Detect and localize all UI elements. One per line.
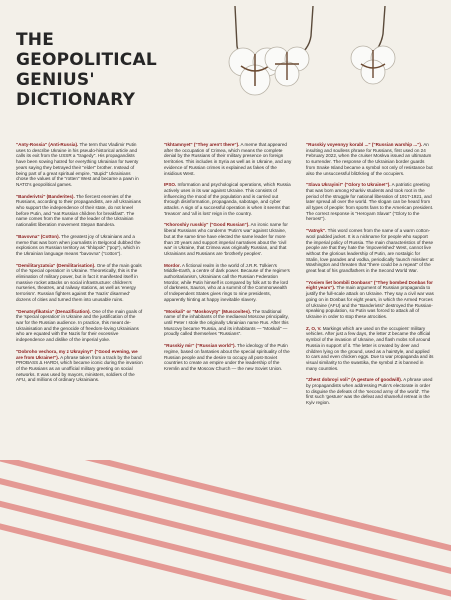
dictionary-entry [16, 263, 144, 303]
entry-term: "Moskali" or "Moskovyty" (Muscovites). [164, 308, 252, 314]
dictionary-entry [306, 182, 434, 222]
entry-term: Mordor. [164, 262, 181, 268]
dictionary-entry [164, 142, 292, 176]
entry-description: An ironic name for liberal Russians who condemn 'Putin's war' against Ukraine, but at the same time have elected the same leader for more than 20 years and support imperial narratives about the 'civil war' in Ukraine, that Crimea was originally Russian, and that Ukrainians and Russians are 'brotherly peoples'. [164, 222, 288, 256]
entry-description: The term that Vladimir Putin uses to describe Ukraine in his pseudo-historical article and calls its exit from the USSR a "tragedy". His propagandists have been sowing hatred for everything Ukrainian for twenty years saying they betrayed their "elder" brother. Instead of being part of a great spiritual empire, "stupid" Ukrainians chose the values of the "rotten" West and became a pawn in NATO's geopolitical games. [16, 142, 139, 187]
entry-description: A phrase taken from a track by the band PROBASS ∆ HARDI, which became iconic during the invasion of the Russians as an unofficial military greeting on social networks. It was used by mayors, ministers, soldiers of the AFU, and millions of ordinary Ukrainians. [16, 354, 143, 383]
entry-term: "Denatsyfikatsia" (Denazification). [16, 308, 91, 314]
entry-description: A patriotic greeting that was born among Kharkiv students and took root in the period of the struggle for national liberation of 1917-1921, and later spread all over the world. The slogan can be heard from all types of people: from sports fans to the American president. The correct response is "Heroyam Slava!" ("Glory to the heroes!"). [306, 182, 434, 222]
dictionary-entry [164, 263, 292, 303]
dictionary-entry [164, 309, 292, 338]
column-right [306, 142, 434, 412]
entry-description: Information and psychological operations, which Russia actively uses in its war against Ukraine. This consists of influencing the mood of the population and is carried out through disinformation, propaganda, sabotage, and cyber attacks. A sign of a successful operation is when it seems that 'treason' and 'all is lost' reign in the country. [164, 182, 291, 216]
dictionary-entry [306, 280, 434, 320]
cotton-boll-icon [351, 46, 395, 84]
dictionary-entry [16, 234, 144, 257]
entry-term: "Zhest dobroyi voli" (A gesture of goodwill). [306, 377, 403, 383]
dictionary-title [16, 30, 157, 110]
entry-description: This word comes from the name of a warm cotton-wool padded jacket. It is a nickname for people who support the imperial policy of Russia. The main characteristics of these people are that they hate the 'impoverished' West, cannot live without the glorious leadership of Putin, are nostalgic for Stalin, love parades and vodka, periodically 'launch missiles' at Washington and threaten that "there could be a repeat" of the great feat of his grandfathers in the Second World War. [306, 228, 434, 274]
entry-term: "Russkiy voyennyy korabl ..." ("Russian warship ..."). [306, 142, 423, 147]
column-left [16, 142, 144, 389]
entry-description: One of the main goals of the 'special operation' in Ukraine and the justification of the war for the Russian audience. In practice, this meant de-Ukrainisation and the genocide of freedom-loving Ukrainians who are equated with the Nazis for their excessive independence and dislike of the imperial yoke. [16, 308, 143, 343]
dictionary-entry [16, 194, 144, 228]
entry-term: IPSO. [164, 182, 177, 188]
dictionary-entry [164, 182, 292, 216]
dictionary-entry [16, 309, 144, 343]
entry-term: "Dobroho vechora, my z Ukrayiny!" ("Good evening, we are from Ukraine!"). [16, 348, 138, 360]
entry-description: The fiercest enemies of the Russians, according to their propagandists, are all Ukrainians who support the independence of their state, do not kneel before Putin, and "eat Russian children for breakfast". The name comes from the name of the leader of the Ukrainian nationalist liberation movement Stepan Bandera. [16, 193, 141, 228]
cotton-boll-icon [265, 47, 309, 86]
dictionary-entry [16, 142, 144, 188]
entry-description: The traditional name of the inhabitants of the mediaeval Moscow principality, until Peter I stole the originally Ukrainian name Rus. After this Muscovy became 'Russia, and its inhabitants — "Moskali" — proudly called themselves "Russians". [164, 308, 289, 337]
entry-term: "Khoroshiy russkiy" ("Good Russian"). [164, 222, 250, 228]
dictionary-entry [306, 326, 434, 372]
cotton-illustration [175, 6, 420, 136]
title-line: GENIUS' [16, 70, 95, 90]
entry-term: "Vatnyk". [306, 228, 327, 234]
title-line: THE [16, 30, 55, 50]
entry-description: A phrase used by propagandists when addressing Putin's electorate in order to disguise the defeats of the 'second army of the world'. The first such 'gesture' was the defeat and shameful retreat in the Kyiv region. [306, 377, 433, 406]
entry-term: "Russkiy mir" ("Russian world"). [164, 343, 236, 349]
entry-term: "Yosiem liet bombili Donbass" ("They bombed Donbas for eight years"). [306, 279, 433, 291]
entry-description: One of the main goals of the 'special operation' in Ukraine. Theoretically, this is the elimination of military power, but in fact it manifested itself in massive rocket attacks on social infrastructure: children's nurseries, theatres, and railway stations, as well as 'energy terrorism'. Russian fighters against the 'Nazis' disarmed' dozens of cities and turned them into unusable ruins. [16, 262, 142, 302]
entry-description: A meme that appeared after the occupation of Crimea, which means the complete denial by the Russians of their military presence on foreign territories. This includes in Syria as well as in Ukraine, and any evidence of Russian crimes is explained as fakes of the insidious West. [164, 142, 292, 176]
title-line: GEOPOLITICAL [16, 50, 157, 70]
entry-term: "Anty-Rossia" (Anti-Russia). [16, 142, 79, 147]
entry-term: "Demilitaryzatsia" (Demilitarisation). [16, 262, 96, 268]
entry-description: The main argument of Russian propaganda to justify the full-scale attack on Ukraine. They say a civil war was going on in Donbas for eight years, in which the Armed Forces of Ukraine (AFU) and the "Banderivtsi" destroyed the Russian-speaking population, so Putin was forced to attack all of Ukraine in order to stop these atrocities. [306, 285, 434, 319]
entry-description: A fictional realm in the world of J.R.R. Tolkien's Middle-Earth, a centre of dark power. Because of the regime's authoritarianism, Ukrainians call the Russian Federation Mordor, while Putin himself is compared by folk art to the lord of darkness, Sauron, who at a summit of the Commonwealth of Independent States gives rings to nine presidents, apparently hinting at happy inevitable slavery. [164, 262, 290, 302]
entry-description: Markings which are used on the occupiers' military vehicles. After just a few days, the letter Z became the official symbol of the invasion of Ukraine, and flash mobs roll around Russia in support of it. The letter is created by deer and children lying on the ground, used as a hairstyle, and applied to cars and even chicken eggs. Due to war propaganda and its visual similarity to the swastika, the symbol Z is banned in many countries. [306, 325, 434, 371]
dictionary-entry [16, 349, 144, 383]
entry-term: "Bavovna" (Cotton). [16, 233, 60, 239]
entry-term: "Slava Ukrayini!" ("Glory to Ukraine!"). [306, 182, 391, 188]
entry-term: "Ikhtamnyet" ("They aren't there"). [164, 142, 240, 147]
dictionary-entry [306, 228, 434, 274]
decorative-stripes [0, 460, 451, 600]
entry-description: An insulting and soulless phrase for Russians, first used on 24 February 2022, when the cruiser Moskva issued an ultimatum to surrender. The response of the Ukrainian border guards from Snake Island became a symbol not only of resistance but also the unsuccessful blitzkrieg of the occupiers. [306, 142, 433, 176]
dictionary-entry [306, 377, 434, 406]
title-line: DICTIONARY [16, 90, 136, 110]
dictionary-entry [164, 343, 292, 372]
dictionary-entry [306, 142, 434, 176]
entry-description: The greatest joy of Ukrainians and a meme that was born when journalists in Belgorod dubbed the explosions on Russian territory as "khlopok" ("pop"), which in the Ukrainian language means "bavovna" ("cotton"). [16, 233, 141, 256]
entry-term: "Banderivtsi" (Banderites). [16, 193, 75, 199]
entry-description: The ideology of the Putin regime, based on fantasies about the special spirituality of the Russian people and the desire to occupy all post-Soviet countries to create an empire under the leadership of the Kremlin and the Moscow Church — the new Soviet Union. [164, 343, 290, 371]
dictionary-entry [164, 222, 292, 256]
column-middle [164, 142, 292, 378]
entry-term: Z, O, V. [306, 325, 322, 331]
